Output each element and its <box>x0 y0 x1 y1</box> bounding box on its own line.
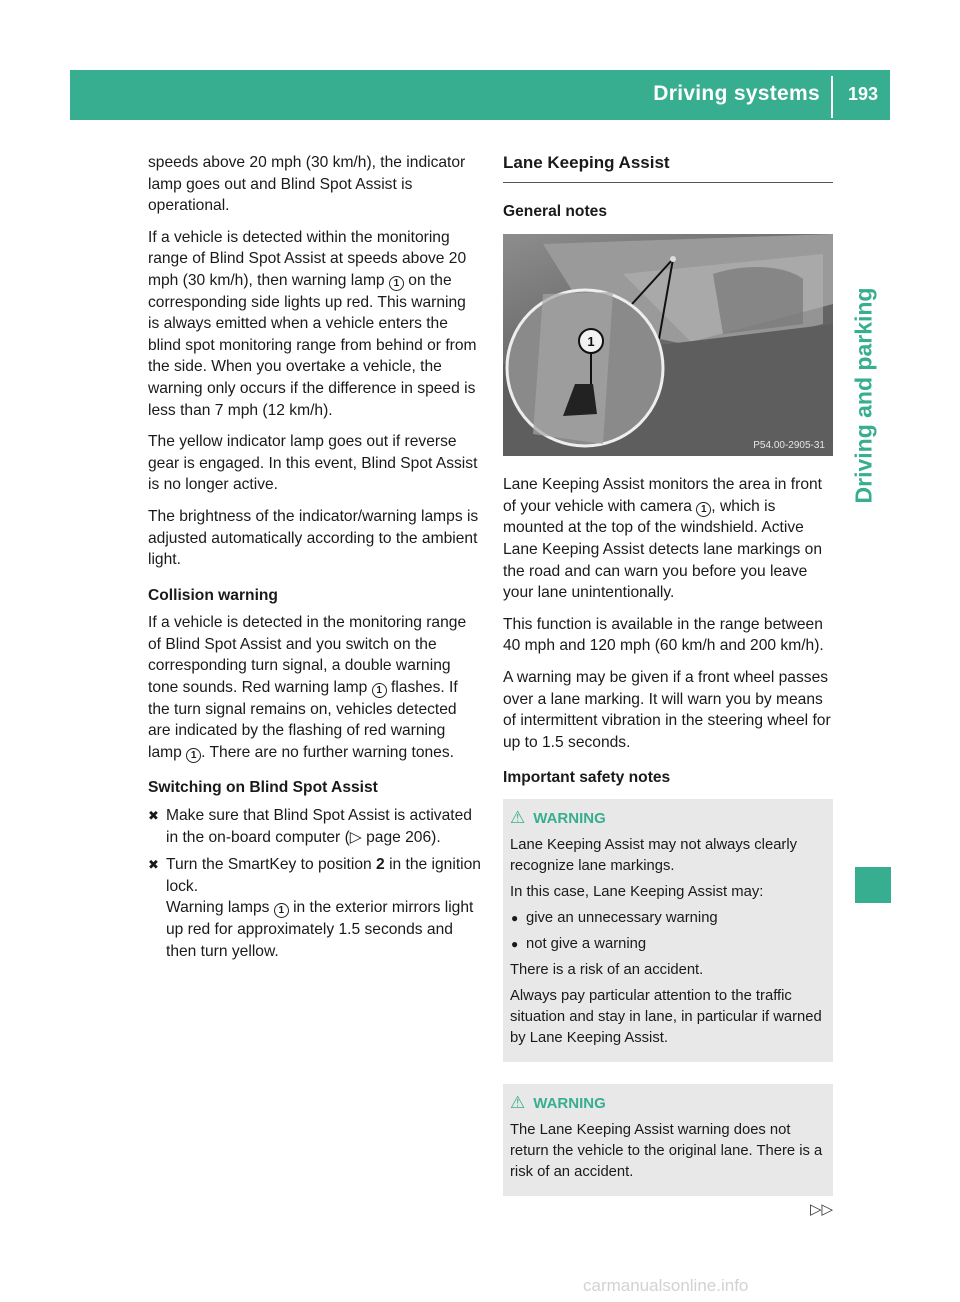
switching-heading: Switching on Blind Spot Assist <box>148 779 378 797</box>
left-column <box>148 152 481 968</box>
header-bar <box>70 70 890 120</box>
paragraph: If a vehicle is detected in the monitoring range of Blind Spot Assist and you switch on the corresponding turn signal, a double warning tone sounds. Red warning lamp 1 flashes. If the turn signal remains on, vehicles detected are indicated by the flashing of red warning lamp 1 . There are no further warning tones. <box>148 614 467 761</box>
warning-triangle-icon: ⚠ <box>510 1092 526 1112</box>
warning-box <box>503 1084 833 1196</box>
list-item: ● not give a warning <box>510 934 825 955</box>
side-tab <box>842 230 886 560</box>
paragraph: If a vehicle is detected within the monitoring range of Blind Spot Assist at speeds above 20 mph (30 km/h), then warning lamp 1 on the corresponding side lights up red. This warning is always emitted when a vehicle enters the blind spot monitoring range from behind or from the side. When you overtake a vehicle, the warning only occurs if the difference in speed is less than 7 mph (12 km/h). <box>148 228 477 419</box>
page-ref-icon: ▷ <box>349 828 362 846</box>
callout-1-icon: 1 <box>372 683 387 698</box>
step-arrow-icon: ✖ <box>148 857 159 873</box>
safety-heading: Important safety notes <box>503 769 671 787</box>
watermark: carmanualsonline.info <box>583 1276 749 1295</box>
warning-text: There is a risk of an accident. <box>510 961 704 978</box>
callout-1-icon: 1 <box>274 903 289 918</box>
callout-1-icon: 1 <box>696 502 711 517</box>
paragraph: speeds above 20 mph (30 km/h), the indicator lamp goes out and Blind Spot Assist is operational. <box>148 154 466 215</box>
paragraph: The yellow indicator lamp goes out if reverse gear is engaged. In this event, Blind Spot Assist is no longer active. <box>148 433 478 494</box>
windshield-illustration <box>503 234 833 456</box>
header-divider <box>831 76 833 118</box>
step-arrow-icon: ✖ <box>148 808 159 824</box>
collision-heading: Collision warning <box>148 586 278 604</box>
warning-text: Lane Keeping Assist may not always clearly recognize lane markings. <box>510 836 798 874</box>
warning-triangle-icon: ⚠ <box>510 807 526 827</box>
callout-number: 1 <box>587 334 595 350</box>
callout-1-icon: 1 <box>389 276 404 291</box>
camera-photo <box>503 234 833 456</box>
step-1: ✖ Make sure that Blind Spot Assist is activated in the on-board computer (▷ page 206). <box>148 807 472 846</box>
warning-text: The Lane Keeping Assist warning does not return the vehicle to the original lane. There is a risk of an accident. <box>510 1121 823 1180</box>
page-number: 193 <box>847 84 878 104</box>
page-reference-link[interactable]: page 206 <box>366 828 432 846</box>
paragraph: This function is available in the range between 40 mph and 120 mph (60 km/h and 200 km/h). <box>503 615 824 655</box>
general-notes-heading: General notes <box>503 202 607 220</box>
photo-code: P54.00-2905-31 <box>753 440 825 452</box>
side-tab-label: Driving and parking <box>850 287 877 503</box>
bullet-icon: ● <box>511 910 519 925</box>
warning-title: ⚠ WARNING <box>510 807 606 827</box>
step-2: ✖ Turn the SmartKey to position 2 in the ignition lock. Warning lamps 1 in the exterior mirrors light up red for approximately 1.5 seconds and then turn yellow. <box>148 856 481 960</box>
warning-title: ⚠ WARNING <box>510 1092 606 1112</box>
list-item: ● give an unnecessary warning <box>510 908 825 929</box>
callout-1-icon: 1 <box>186 748 201 763</box>
paragraph: The brightness of the indicator/warning lamps is adjusted automatically according to the ambient light. <box>148 507 479 569</box>
warning-box <box>503 799 833 1062</box>
side-tab-block <box>855 867 891 903</box>
right-column <box>503 152 833 1196</box>
paragraph: A warning may be given if a front wheel passes over a lane marking. It will warn you by means of intermittent vibration in the steering wheel for up to 1.5 seconds. <box>503 668 831 751</box>
bullet-icon: ● <box>511 936 519 951</box>
header-title: Driving systems <box>653 82 820 105</box>
section-title: Lane Keeping Assist <box>503 152 833 183</box>
paragraph: Lane Keeping Assist monitors the area in front of your vehicle with camera 1 , which is mounted at the top of the windshield. Active Lane Keeping Assist detects lane markings on the road and can warn you before you leave your lane unintentionally. <box>503 476 823 602</box>
warning-text: Always pay particular attention to the traffic situation and stay in lane, in particular if warned by Lane Keeping Assist. <box>510 987 822 1046</box>
continue-icon: ▷▷ <box>810 1201 834 1218</box>
warning-text: In this case, Lane Keeping Assist may: <box>510 883 764 900</box>
